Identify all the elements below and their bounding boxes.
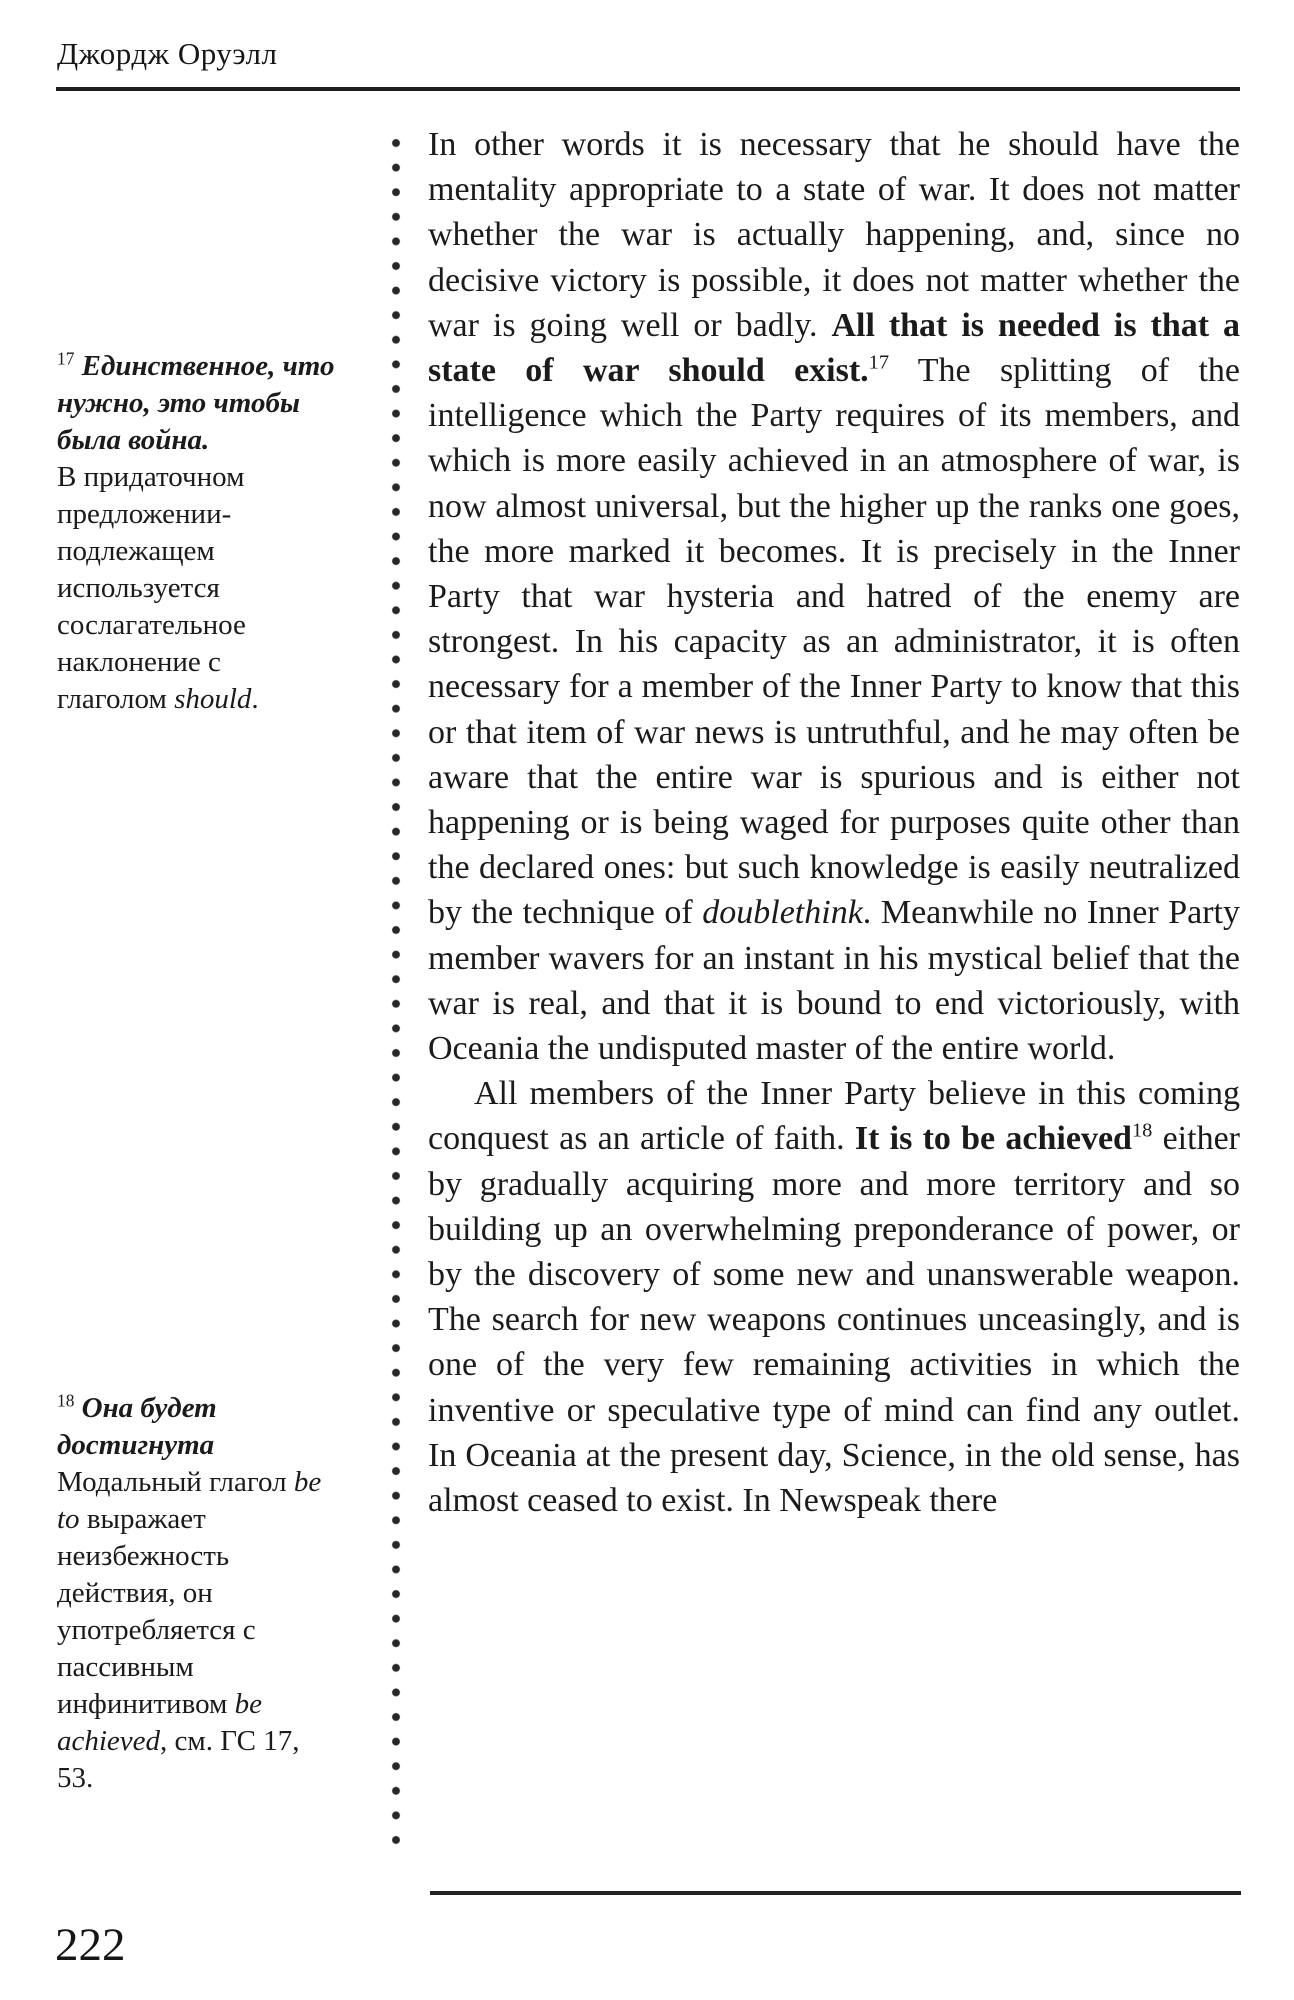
footnote-rule [430, 1891, 1241, 1895]
header-rule [56, 87, 1240, 91]
running-head-author: Джордж Оруэлл [57, 36, 278, 71]
dotted-divider [391, 138, 401, 1858]
main-text [428, 122, 1240, 1523]
page-number: 222 [55, 1919, 126, 1971]
margin-note-17: $^{17}$ Единственное, что нужно, это чтобы была война. В придаточном предложении-подлежащем используется сослагательное наклонение с глаголом should. [57, 348, 335, 715]
paragraph-2: All members of the Inner Party believe in this coming conquest as an article of faith. It is to be achieved$^{18}$ either by gradually acquiring more and more territory and so building up an overwhelming preponderance of power, or by the discovery of some new and unanswerable weapon. The search for new weapons continues unceasingly, and is one of the very few remaining activities in which the inventive or speculative type of mind can find any outlet. In Oceania at the present day, Science, in the old sense, has almost ceased to exist. In Newspeak there [428, 1075, 1240, 1520]
margin-note-18: $^{18}$ Она будет достигнута Модальный глагол be to выражает неизбежность действия, он употребляется с пассивным инфинитивом be achieved, см. ГС 17, 53. [57, 1390, 322, 1794]
paragraph-1: In other words it is necessary that he should have the mentality appropriate to a state of war. It does not matter whether the war is actually happening, and, since no decisive victory is possible, it does not matter whether the war is going well or badly. All that is needed is that a state of war should exist.$^{17}$ The splitting of the intelligence which the Party requires of its members, and which is more easily achieved in an atmosphere of war, is now almost universal, but the higher up the ranks one goes, the more marked it becomes. It is precisely in the Inner Party that war hysteria and hatred of the enemy are strongest. In his capacity as an administrator, it is often necessary for a member of the Inner Party to know that this or that item of war news is untruthful, and he may often be aware that the entire war is spurious and is either not happening or is being waged for purposes quite other than the declared ones: but such knowledge is easily neutralized by the technique of doublethink. Meanwhile no Inner Party member wavers for an instant in his mystical belief that the war is real, and that it is bound to end victoriously, with Oceania the undisputed master of the entire world. [428, 126, 1240, 1068]
